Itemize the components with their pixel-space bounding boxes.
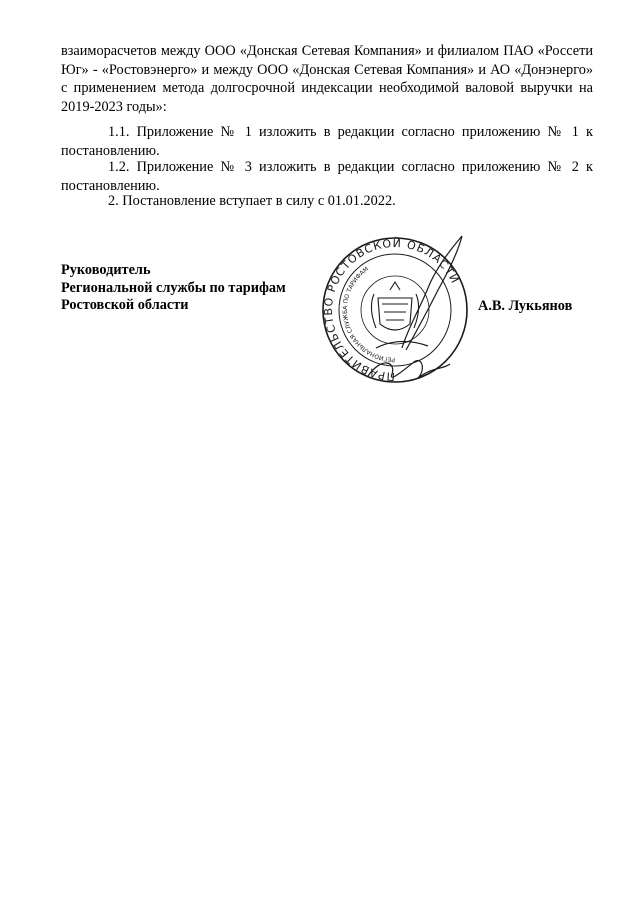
seal-inner-text: РЕГИОНАЛЬНАЯ СЛУЖБА ПО ТАРИФАМ xyxy=(342,265,396,364)
item-1-1: 1.1. Приложение № 1 изложить в редакции согласно приложению № 1 к постановлению. xyxy=(61,124,593,159)
signatory-position xyxy=(61,262,286,315)
seal-inner-ring xyxy=(339,254,451,366)
position-line-2: Региональной службы по тарифам xyxy=(61,279,286,296)
item-2: 2. Постановление вступает в силу с 01.01.2022. xyxy=(108,193,396,209)
item-1-2: 1.2. Приложение № 3 изложить в редакции согласно приложению № 2 к постановлению. xyxy=(61,159,593,194)
seal-lettering xyxy=(322,237,462,383)
seal-outer-text: ПРАВИТЕЛЬСТВО РОСТОВСКОЙ ОБЛАСТИ xyxy=(321,236,462,384)
position-line-3: Ростовской области xyxy=(61,297,189,313)
official-seal xyxy=(310,228,480,388)
signatory-name: А.В. Лукьянов xyxy=(478,298,573,314)
position-line-1: Руководитель xyxy=(61,262,151,278)
paragraph-continuation: взаиморасчетов между ООО «Донская Сетевая Компания» и филиалом ПАО «Россети Юг» - «Ростовэнерго» и между ООО «Донская Сетевая Компания» и АО «Донэнерго» с применением метода долгосрочной индексации необходимой валовой выручки на 2019-2023 годы»: xyxy=(61,43,593,115)
